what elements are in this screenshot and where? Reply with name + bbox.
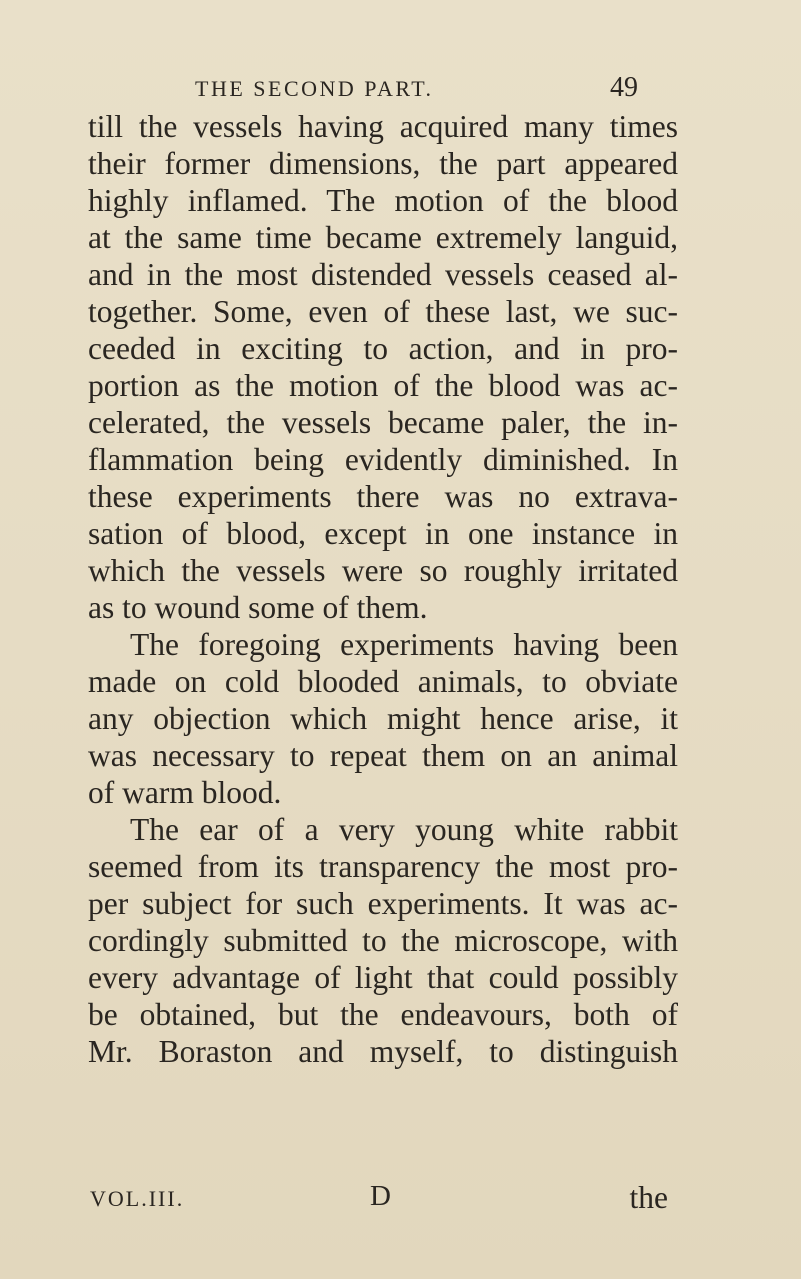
text-line: The foregoing experiments having been xyxy=(130,627,678,662)
text-line: together. Some, even of these last, we suc- xyxy=(88,294,678,329)
text-line: sation of blood, except in one instance in xyxy=(88,516,678,551)
text-line: seemed from its transparency the most pro- xyxy=(88,849,678,884)
text-line: their former dimensions, the part appeared xyxy=(88,146,678,181)
text-line: highly inflamed. The motion of the blood xyxy=(88,183,678,218)
text-line: ceeded in exciting to action, and in pro- xyxy=(88,331,678,366)
body-text xyxy=(88,108,678,1070)
volume-mark: VOL.III. xyxy=(90,1186,185,1211)
text-line: and in the most distended vessels ceased al- xyxy=(88,257,678,292)
text-line: which the vessels were so roughly irritated xyxy=(88,553,678,588)
text-line: per subject for such experiments. It was ac- xyxy=(88,886,678,921)
text-line: flammation being evidently diminished. In xyxy=(88,442,678,477)
running-head: THE SECOND PART. xyxy=(195,76,434,101)
text-line: these experiments there was no extrava- xyxy=(88,479,678,514)
text-line: as to wound some of them. xyxy=(88,590,428,625)
text-line: Mr. Boraston and myself, to distinguish xyxy=(88,1034,678,1069)
text-line: was necessary to repeat them on an animal xyxy=(88,738,678,773)
text-line: at the same time became extremely languid, xyxy=(88,220,678,255)
text-line: of warm blood. xyxy=(88,775,282,810)
text-line: any objection which might hence arise, it xyxy=(88,701,678,736)
signature-mark: D xyxy=(370,1180,391,1212)
text-line: portion as the motion of the blood was ac- xyxy=(88,368,678,403)
text-line: till the vessels having acquired many times xyxy=(88,109,678,144)
catchword: the xyxy=(629,1180,668,1215)
text-line: celerated, the vessels became paler, the in- xyxy=(88,405,678,440)
text-line: be obtained, but the endeavours, both of xyxy=(88,997,678,1032)
text-line: made on cold blooded animals, to obviate xyxy=(88,664,678,699)
page-footer xyxy=(88,1180,668,1216)
text-line: The ear of a very young white rabbit xyxy=(130,812,678,847)
text-line: cordingly submitted to the microscope, with xyxy=(88,923,678,958)
page-number: 49 xyxy=(610,72,638,103)
text-line: every advantage of light that could possibly xyxy=(88,960,678,995)
